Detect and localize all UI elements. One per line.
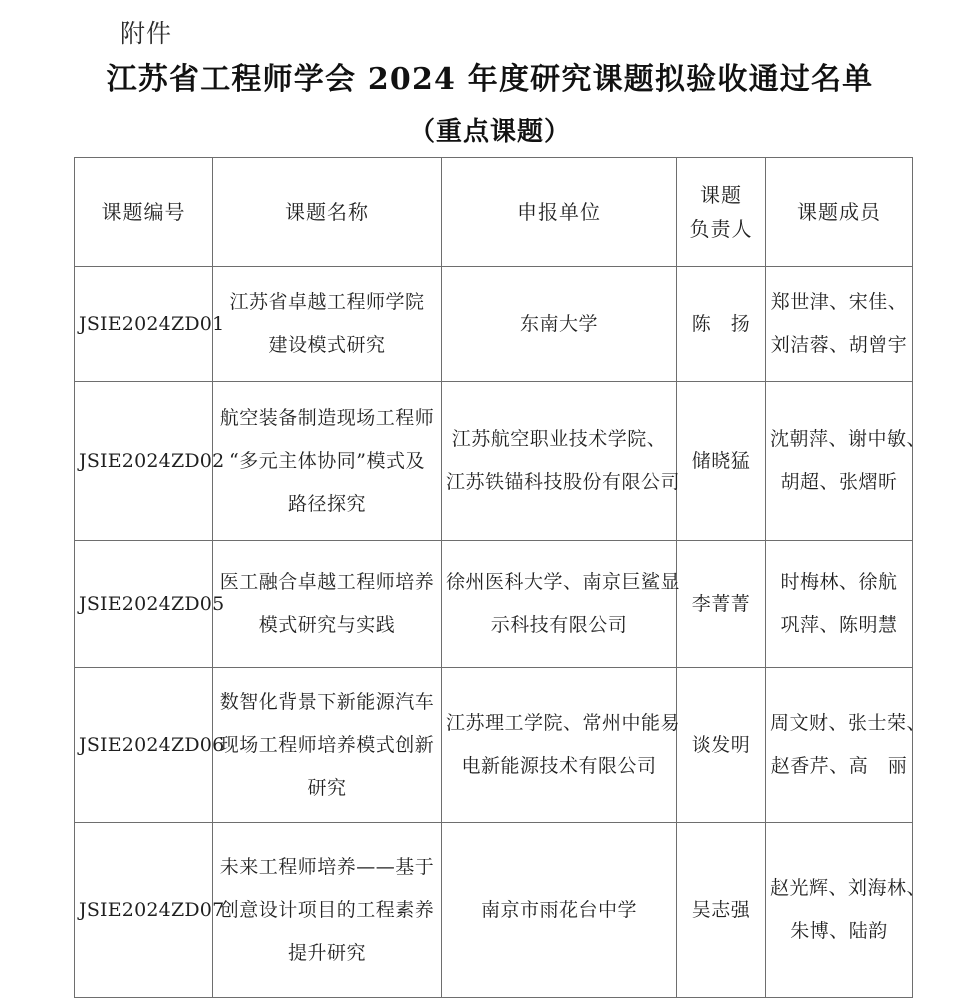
cell-members-line: 胡超、张熠昕	[780, 471, 898, 493]
table-body	[75, 267, 927, 998]
cell-members-line: 沈朝萍、谢中敏、	[770, 428, 927, 450]
cell-members-line: 周文财、张士荣、	[770, 712, 927, 734]
cell-code: JSIE2024ZD02	[75, 382, 213, 541]
cell-code: JSIE2024ZD06	[75, 668, 213, 823]
cell-name-line: 提升研究	[287, 941, 366, 964]
cell-org	[442, 668, 681, 823]
cell-members	[766, 668, 927, 823]
cell-members	[766, 823, 927, 998]
cell-name-line: 现场工程师培养模式创新	[219, 733, 435, 756]
table-row	[75, 823, 913, 998]
cell-leader	[677, 668, 766, 823]
column-header-members: 课题成员	[766, 158, 913, 267]
cell-leader	[677, 267, 766, 382]
cell-org	[442, 267, 677, 382]
cell-members-line: 时梅林、徐航	[780, 571, 898, 593]
cell-name-line: 模式研究与实践	[258, 614, 396, 636]
cell-leader-line: 陈 扬	[691, 312, 751, 335]
cell-leader	[677, 541, 766, 668]
table-row	[75, 267, 913, 382]
cell-name-line: 江苏省卓越工程师学院	[229, 291, 425, 313]
cell-code: JSIE2024ZD05	[75, 541, 213, 668]
cell-name-line: 未来工程师培养——基于	[219, 855, 435, 878]
page-title: 江苏省工程师学会 2024 年度研究课题拟验收通过名单	[106, 62, 874, 97]
table-row	[75, 668, 913, 823]
cell-org	[442, 823, 677, 998]
cell-org-line: 徐州医科大学、南京巨鲨显	[446, 571, 681, 593]
cell-members-line: 巩萍、陈明慧	[780, 614, 898, 636]
cell-members	[766, 267, 913, 382]
cell-org-line: 东南大学	[519, 312, 598, 335]
cell-members-line: 朱博、陆韵	[790, 920, 888, 942]
cell-members-line: 郑世津、宋佳、	[770, 291, 908, 313]
cell-name	[213, 541, 442, 668]
cell-leader-line: 吴志强	[691, 898, 751, 921]
cell-leader	[677, 823, 766, 998]
attachment-label: 附件	[120, 19, 173, 48]
cell-org-line: 南京市雨花台中学	[480, 898, 637, 921]
cell-org-line: 示科技有限公司	[490, 614, 628, 636]
cell-name-line: “多元主体协同”模式及	[229, 449, 425, 472]
cell-name-line: 研究	[307, 776, 347, 799]
cell-name	[213, 823, 442, 998]
table-row	[75, 382, 913, 541]
listing-table-container	[74, 157, 927, 998]
cell-org	[442, 382, 681, 541]
cell-members-line: 赵香芹、高 丽	[770, 755, 908, 777]
cell-members-line: 赵光辉、刘海林、	[770, 877, 927, 899]
cell-leader-line: 李菁菁	[691, 592, 751, 615]
cell-org-line: 江苏铁锚科技股份有限公司	[446, 471, 681, 493]
cell-code: JSIE2024ZD01	[75, 267, 213, 382]
cell-name	[213, 382, 442, 541]
cell-org	[442, 541, 681, 668]
table-header	[75, 158, 913, 267]
cell-members	[766, 541, 913, 668]
cell-name-line: 航空装备制造现场工程师	[219, 406, 435, 429]
cell-name-line: 路径探究	[287, 492, 366, 515]
column-header-leader-line2: 负责人	[689, 217, 753, 241]
column-header-org: 申报单位	[442, 158, 677, 267]
column-header-leader-line1: 课题	[700, 183, 742, 207]
cell-members	[766, 382, 927, 541]
column-header-name: 课题名称	[213, 158, 442, 267]
cell-org-line: 江苏理工学院、常州中能易	[446, 712, 681, 734]
cell-name-line: 建设模式研究	[268, 334, 386, 356]
table-header-row	[75, 158, 913, 267]
column-header-leader	[677, 158, 766, 267]
page-subtitle: （重点课题）	[408, 117, 571, 147]
cell-name	[213, 267, 442, 382]
cell-leader-line: 储晓猛	[691, 449, 751, 472]
cell-name-line: 医工融合卓越工程师培养	[219, 571, 435, 593]
approved-projects-table	[74, 157, 927, 998]
cell-members-line: 刘洁蓉、胡曾宇	[770, 334, 908, 356]
cell-name-line: 数智化背景下新能源汽车	[219, 690, 435, 713]
cell-name-line: 创意设计项目的工程素养	[219, 898, 435, 921]
cell-leader-line: 谈发明	[691, 733, 751, 756]
cell-name	[213, 668, 442, 823]
cell-code: JSIE2024ZD07	[75, 823, 213, 998]
cell-org-line: 电新能源技术有限公司	[461, 755, 657, 777]
table-row	[75, 541, 913, 668]
column-header-code: 课题编号	[75, 158, 213, 267]
cell-org-line: 江苏航空职业技术学院、	[451, 428, 667, 450]
cell-leader	[677, 382, 766, 541]
